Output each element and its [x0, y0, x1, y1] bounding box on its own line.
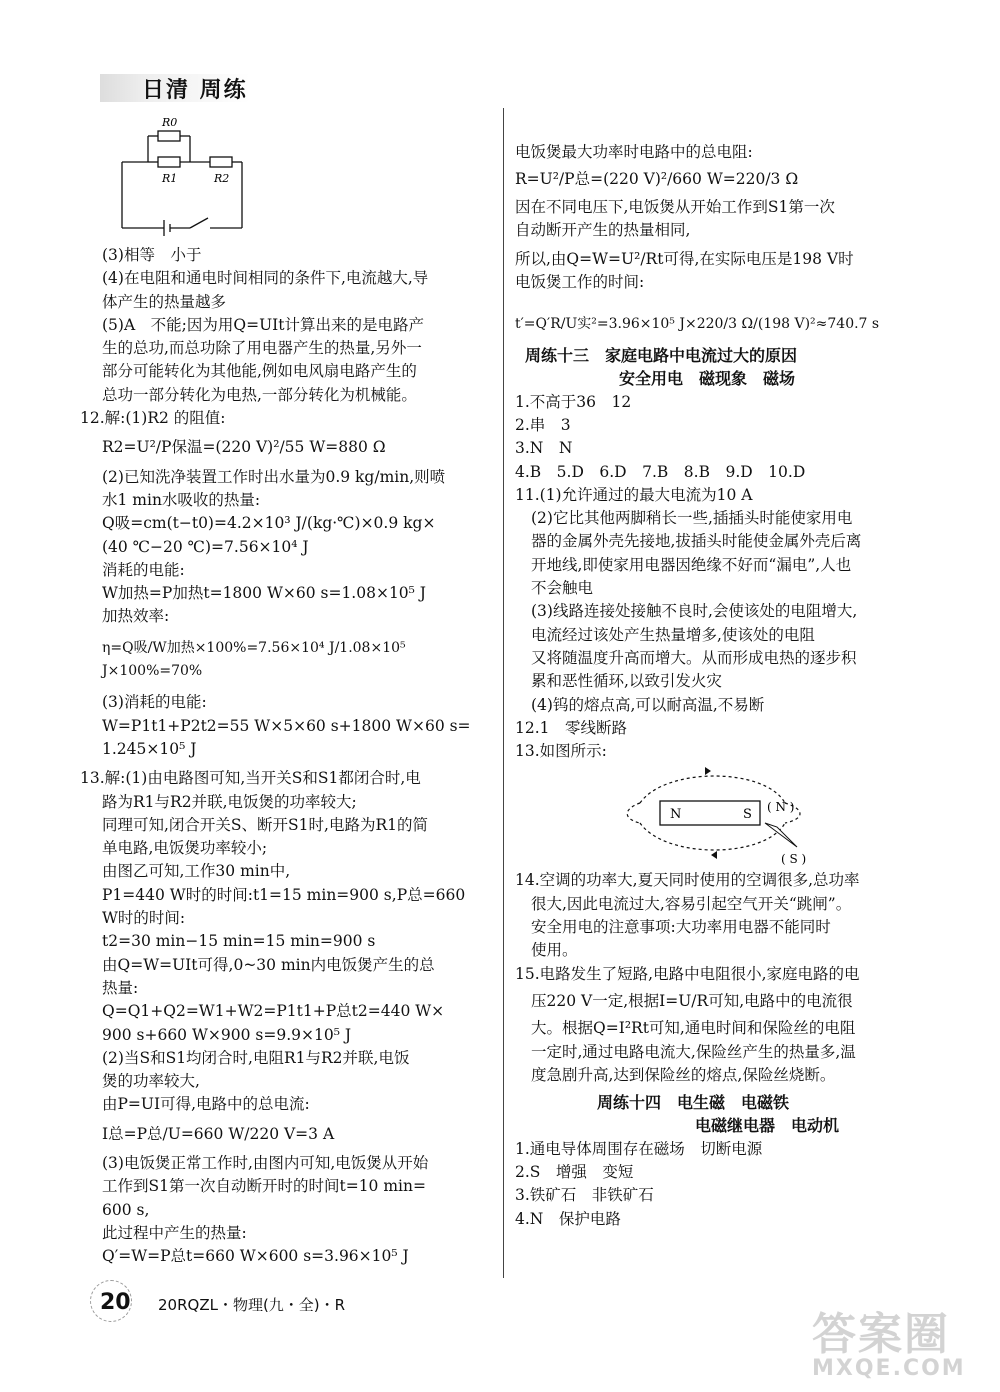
text-line: (2)它比其他两脚稍长一些,插插头时能使家用电 — [531, 509, 853, 528]
text-line: Q吸=cm(t−t0)=4.2×10³ J/(kg·℃)×0.9 kg× — [102, 514, 436, 533]
header-title: 日清 周练 — [142, 78, 248, 103]
text-line: 2.S 增强 变短 — [515, 1162, 634, 1181]
watermark-line2: MXQE.COM — [812, 1356, 966, 1381]
section-13-title: 周练十三 家庭电路中电流过大的原因 — [525, 346, 798, 366]
text-line: 使用。 — [531, 941, 578, 960]
text-line: 所以,由Q=W=U²/Rt可得,在实际电压是198 V时 — [515, 250, 854, 269]
text-line: 4.B 5.D 6.D 7.B 8.B 9.D 10.D — [515, 462, 806, 481]
text-line: 度急剧升高,达到保险丝的熔点,保险丝烧断。 — [531, 1065, 836, 1084]
text-line: 消耗的电能: — [102, 560, 185, 579]
formula-line: R2=U²/P保温=(220 V)²/55 W=880 Ω — [102, 438, 386, 457]
text-line: (2)已知洗净装置工作时出水量为0.9 kg/min,则喷 — [102, 467, 446, 486]
text-line: 体产生的热量越多 — [102, 292, 227, 311]
formula-line: I总=P总/U=660 W/220 V=3 A — [102, 1124, 335, 1143]
text-line: 单电路,电饭煲功率较小; — [102, 839, 268, 858]
page-header — [100, 70, 260, 106]
text-line: 4.N 保护电路 — [515, 1209, 621, 1228]
text-line: 开地线,即使家用电器因绝缘不好而“漏电”,人也 — [531, 555, 852, 574]
text-line: 因在不同电压下,电饭煲从开始工作到S1第一次 — [515, 197, 835, 216]
needle-n-label: ( N ) — [767, 800, 795, 815]
text-line: 生的总功,而总功除了用电器产生的热量,另外一 — [102, 339, 422, 358]
left-column — [80, 244, 492, 1268]
column-divider — [503, 108, 504, 1278]
text-line: 总功一部分转化为电热,一部分转化为机械能。 — [102, 385, 417, 404]
text-line: 13.解:(1)由电路图可知,当开关S和S1都闭合时,电 — [80, 769, 421, 788]
text-line: 15.电路发生了短路,电路中电阻很小,家庭电路的电 — [515, 964, 860, 983]
text-line: 部分可能转化为其他能,例如电风扇电路产生的 — [102, 362, 417, 381]
text-line: 此过程中产生的热量: — [102, 1223, 247, 1242]
text-line: W加热=P加热t=1800 W×60 s=1.08×10⁵ J — [102, 584, 427, 603]
text-line: (4)钨的熔点高,可以耐高温,不易断 — [531, 695, 765, 714]
text-line: 大。根据Q=I²Rt可知,通电时间和保险丝的电阻 — [531, 1019, 856, 1038]
formula-line: R=U²/P总=(220 V)²/660 W=220/3 Ω — [515, 170, 799, 189]
text-line: 一定时,通过电路电流大,保险丝产生的热量多,温 — [531, 1042, 856, 1061]
text-line: (3)电饭煲正常工作时,由图内可知,电饭煲从开始 — [102, 1153, 429, 1172]
text-line: 12.解:(1)R2 的阻值: — [80, 409, 226, 428]
section-14-title: 周练十四 电生磁 电磁铁 — [597, 1093, 790, 1113]
text-line: (3)线路连接处接触不良时,会使该处的电阻增大, — [531, 602, 858, 621]
text-line: 同理可知,闭合开关S、断开S1时,电路为R1的简 — [102, 815, 428, 834]
text-line: t2=30 min−15 min=15 min=900 s — [102, 932, 376, 951]
text-line: 水1 min水吸收的热量: — [102, 490, 261, 509]
text-line: 2.串 3 — [515, 415, 571, 434]
text-line: 3.铁矿石 非铁矿石 — [515, 1186, 654, 1205]
text-line: 热量: — [102, 978, 139, 997]
text-line: 电流经过该处产生热量增多,使该处的电阻 — [531, 625, 815, 644]
text-line: Q′=W=P总t=660 W×600 s=3.96×10⁵ J — [102, 1247, 409, 1266]
text-line: 煲的功率较大, — [102, 1072, 200, 1091]
text-line: (40 ℃−20 ℃)=7.56×10⁴ J — [102, 537, 309, 556]
text-line: 自动断开产生的热量相同, — [515, 220, 691, 239]
watermark-line1: 答案圈 — [812, 1309, 950, 1360]
text-line: 12.1 零线断路 — [515, 718, 628, 737]
text-line: 加热效率: — [102, 607, 170, 626]
text-line: 工作到S1第一次自动断开时的时间t=10 min= — [102, 1177, 426, 1196]
text-line: 压220 V一定,根据I=U/R可知,电路中的电流很 — [531, 991, 853, 1010]
text-line: 很大,因此电流过大,容易引起空气开关“跳闸”。 — [531, 894, 852, 913]
text-line: 13.如图所示: — [515, 742, 607, 761]
text-line: 由图乙可知,工作30 min中, — [102, 862, 291, 881]
text-line: W=P1t1+P2t2=55 W×5×60 s+1800 W×60 s= — [102, 716, 471, 735]
label-r0: R0 — [162, 116, 178, 129]
needle-s-label: ( S ) — [781, 852, 807, 866]
text-line: 电饭煲最大功率时电路中的总电阻: — [515, 143, 753, 161]
section-13-subtitle: 安全用电 磁现象 磁场 — [619, 369, 796, 389]
text-line: W时的时间: — [102, 909, 186, 928]
text-line: P1=440 W时的时间:t1=15 min=900 s,P总=660 — [102, 885, 466, 904]
text-line: 不会触电 — [531, 579, 594, 598]
formula-line: η=Q吸/W加热×100%=7.56×10⁴ J/1.08×10⁵ J×100%=70% — [102, 639, 411, 680]
text-line: 1.通电导体周围存在磁场 切断电源 — [515, 1139, 763, 1158]
text-line: 900 s+660 W×900 s=9.9×10⁵ J — [102, 1025, 352, 1044]
text-line: 器的金属外壳先接地,拔插头时能使金属外壳后离 — [531, 532, 862, 551]
label-r2: R2 — [214, 172, 230, 185]
circuit-diagram — [118, 112, 248, 242]
text-line: (2)当S和S1均闭合时,电阻R1与R2并联,电饭 — [102, 1048, 410, 1067]
section-14-subtitle: 电磁继电器 电动机 — [695, 1116, 840, 1136]
text-line: 由P=UI可得,电路中的总电流: — [102, 1095, 310, 1114]
page-number: 20 — [100, 1290, 131, 1315]
text-line: 600 s, — [102, 1200, 150, 1219]
magnet-diagram — [515, 765, 915, 865]
text-line: 3.N N — [515, 439, 573, 458]
text-line: 14.空调的功率大,夏天同时使用的空调很多,总功率 — [515, 871, 860, 890]
text-line: 1.245×10⁵ J — [102, 739, 197, 758]
text-line: 电饭煲工作的时间: — [515, 273, 645, 292]
text-line: 又将随温度升高而增大。从而形成电热的逐步积 — [531, 648, 857, 667]
right-column — [515, 141, 915, 1231]
text-line: 由Q=W=UIt可得,0~30 min内电饭煲产生的总 — [102, 955, 435, 974]
text-line: 累和恶性循环,以致引发火灾 — [531, 672, 722, 691]
text-line: 1.不高于36 12 — [515, 392, 632, 411]
text-line: (3)相等 小于 — [102, 246, 202, 264]
text-line: (3)消耗的电能: — [102, 693, 207, 712]
text-line: (5)A 不能;因为用Q=UIt计算出来的是电路产 — [102, 315, 424, 334]
text-line: 安全用电的注意事项:大功率用电器不能同时 — [531, 918, 831, 937]
watermark-logo — [812, 1298, 982, 1390]
text-line: 11.(1)允许通过的最大电流为10 A — [515, 485, 753, 504]
text-line: 路为R1与R2并联,电饭煲的功率较大; — [102, 792, 357, 811]
text-line: Q=Q1+Q2=W1+W2=P1t1+P总t2=440 W× — [102, 1002, 445, 1021]
label-r1: R1 — [162, 172, 178, 185]
magnet-s-pole: S — [743, 807, 752, 823]
magnet-n-pole: N — [670, 807, 682, 823]
footer-text: 20RQZL・物理(九・全)・R — [158, 1296, 346, 1314]
text-line: (4)在电阻和通电时间相同的条件下,电流越大,导 — [102, 269, 429, 288]
formula-line: t′=Q′R/U实²=3.96×10⁵ J×220/3 Ω/(198 V)²≈740.7 s — [515, 315, 880, 332]
